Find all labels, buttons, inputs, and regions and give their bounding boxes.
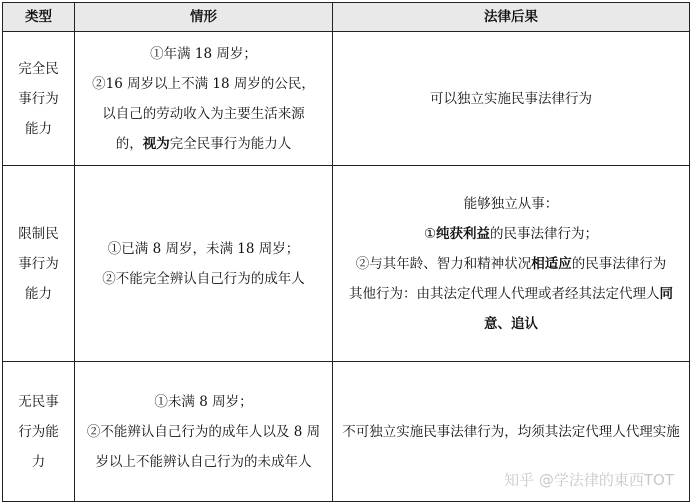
condition-cell: ①年满 18 周岁； ②16 周岁以上不满 18 周岁的公民， 以自己的劳动收入为主要生活来源 的，视为完全民事行为能力人 [75,32,333,166]
type-cell: 完全民事行为能力 [3,32,75,166]
header-row [3,3,690,32]
watermark: 知乎 @学法律的東西TOT [501,469,677,490]
emphasis-consent-ratify: 同意、追认 [484,285,673,332]
header-type: 类型 [3,3,75,32]
table-row [3,32,690,166]
consequence-cell: 不可独立实施民事法律行为，均须其法定代理人代理实施 [333,362,690,502]
table-row [3,166,690,362]
condition-cell: ①未满 8 周岁； ②不能辨认自己行为的成年人以及 8 周岁以上不能辨认自己行为的未成年人 [75,362,333,502]
condition-cell: ①已满 8 周岁，未满 18 周岁； ②不能完全辨认自己行为的成年人 [75,166,333,362]
type-cell: 无民事行为能力 [3,362,75,502]
type-cell: 限制民事行为能力 [3,166,75,362]
consequence-cell: 可以独立实施民事法律行为 [333,32,690,166]
emphasis-appropriate: 相适应 [531,255,572,272]
legal-capacity-table [2,2,690,502]
consequence-cell: 能够独立从事： ①纯获利益的民事法律行为； ②与其年龄、智力和精神状况相适应的民事法律行为 其他行为：由其法定代理人代理或者经其法定代理人同意、追认 [333,166,690,362]
header-condition: 情形 [75,3,333,32]
header-consequence: 法律后果 [333,3,690,32]
emphasis-deemed: 视为 [142,135,170,152]
emphasis-pure-benefit: 纯获利益 [436,225,491,242]
